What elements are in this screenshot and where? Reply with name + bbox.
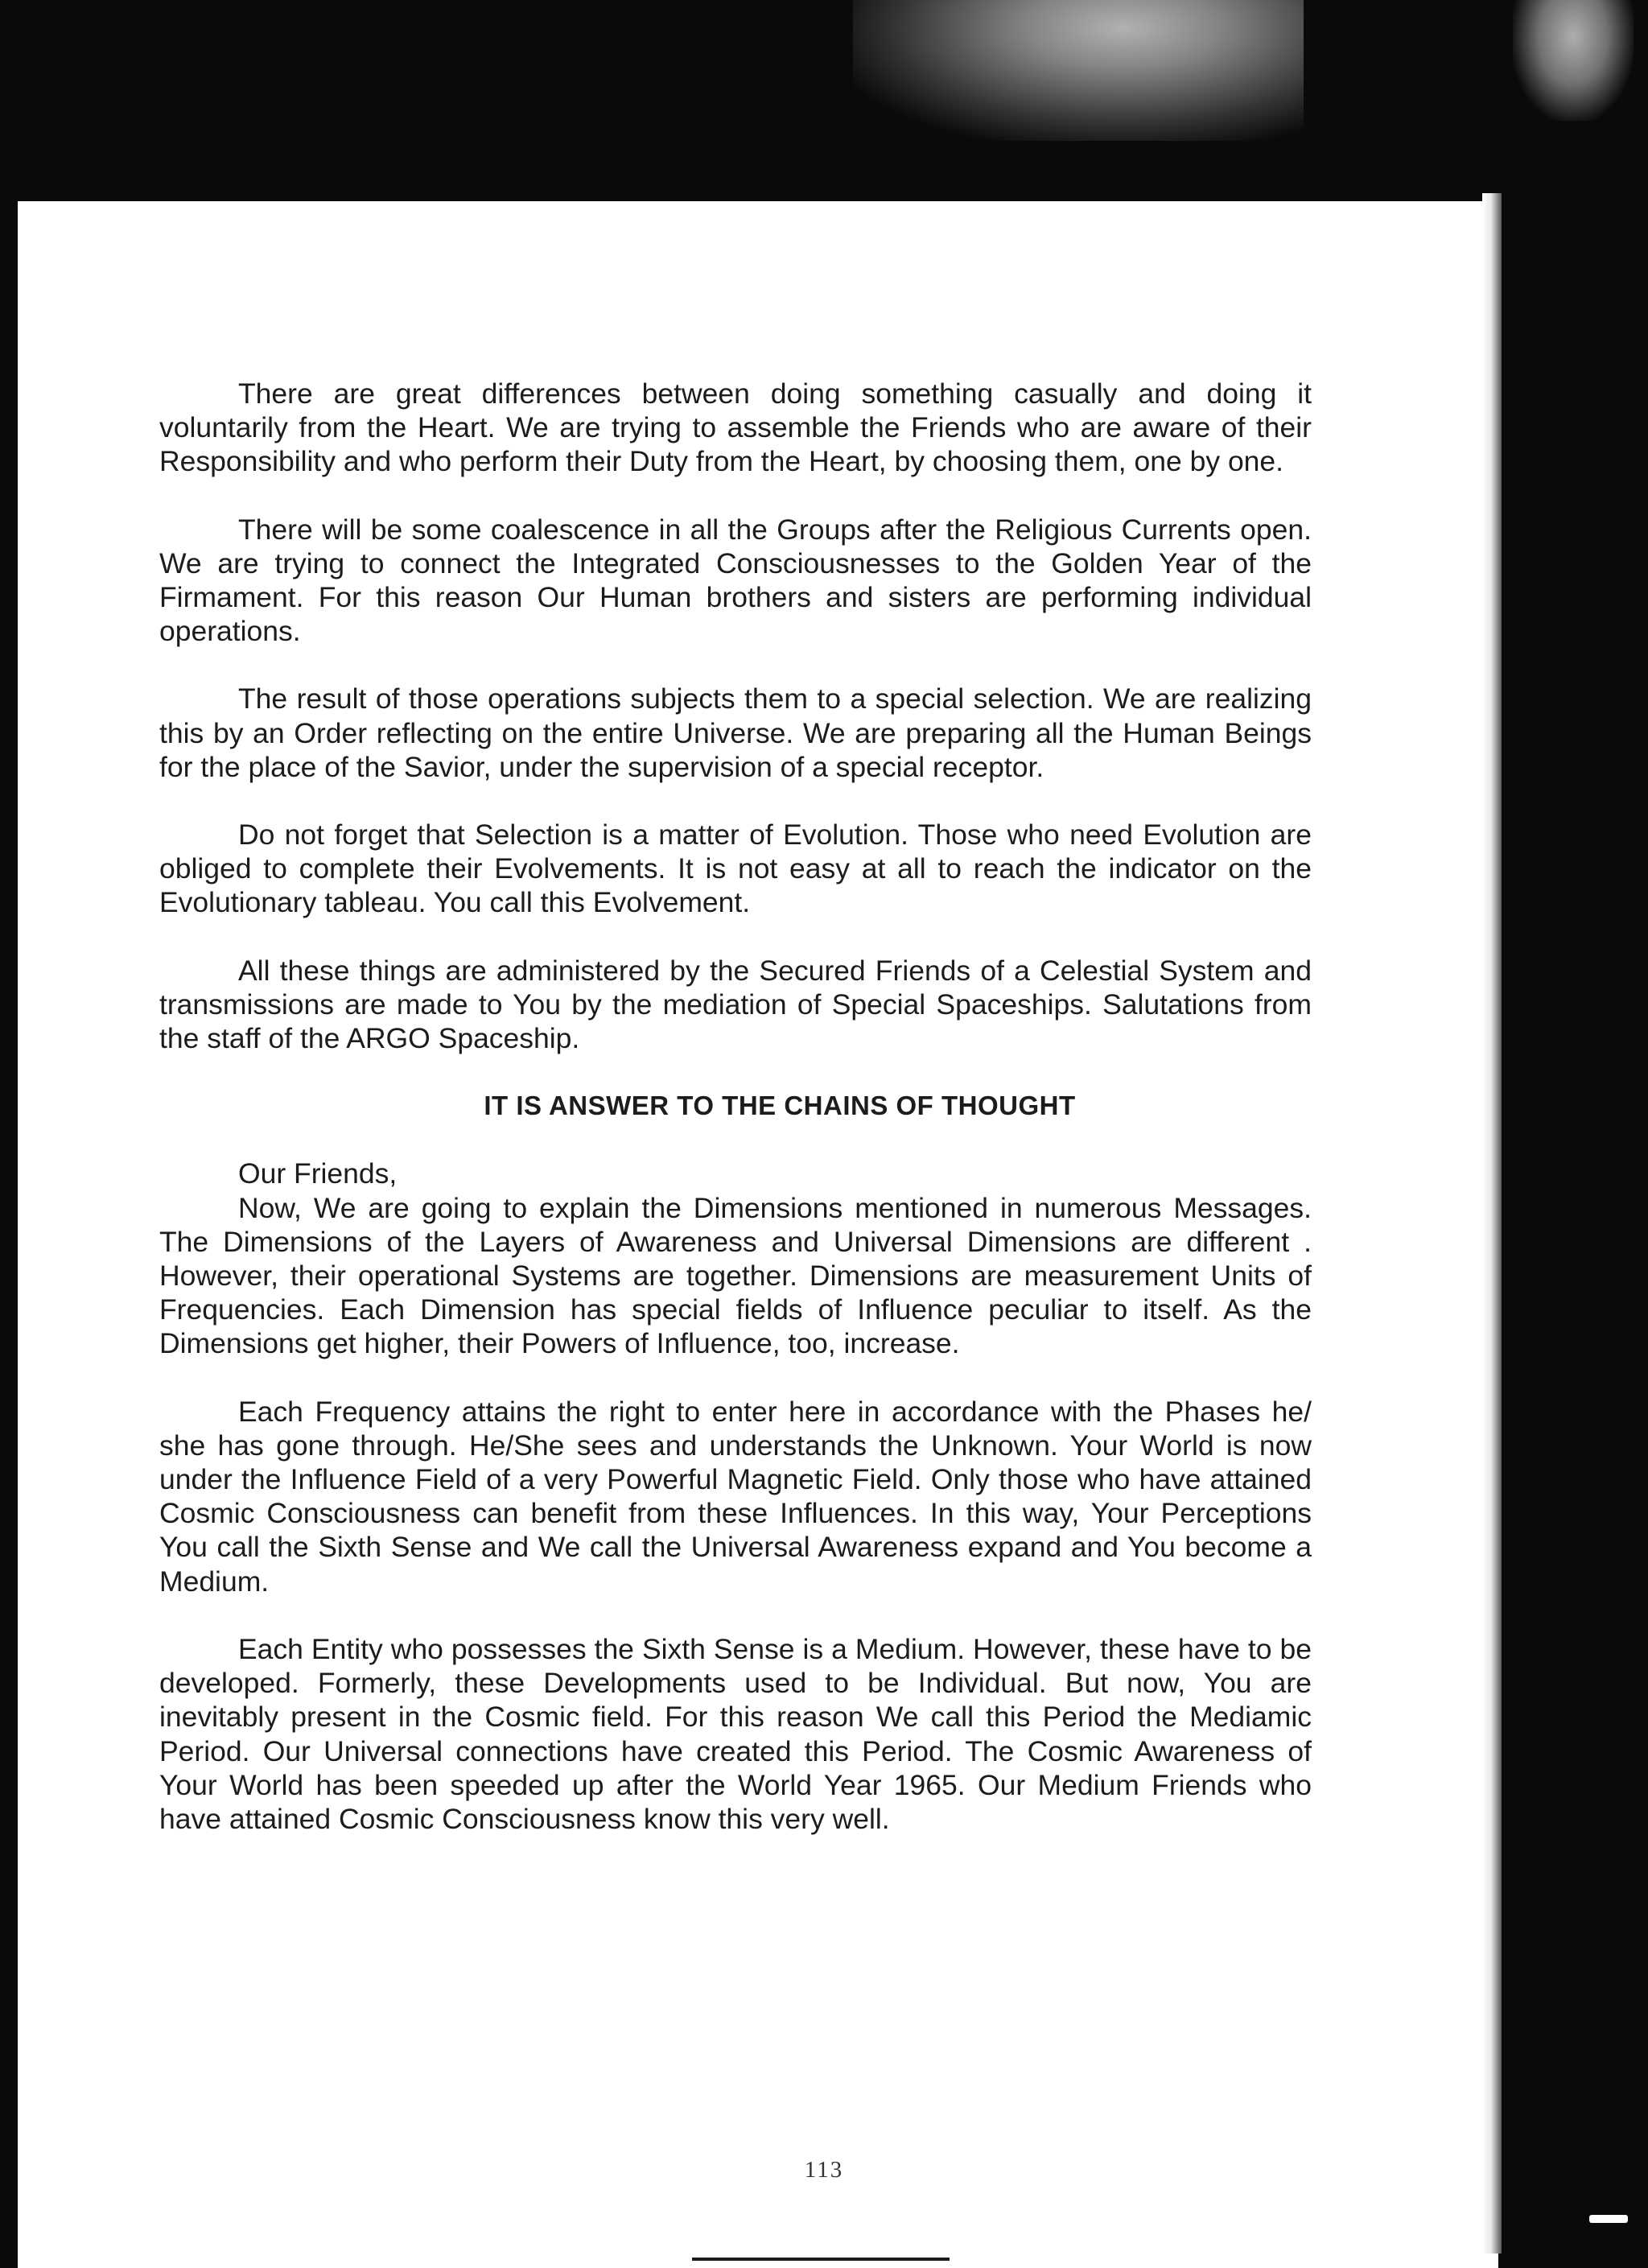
paragraph: Each Frequency attains the right to enter here in accordance with the Phases he/ she has gone through. He/She sees and understands the Unknown. Your World is now under the Influence Field of a very Powerful Magnetic Field. Only those who have attained Cosmic Consciousness can benefit from these Influences. In this way, Your Perceptions You call the Sixth Sense and We call the Universal Awareness expand and You become a Medium. — [159, 1395, 1312, 1598]
scan-bottom-line — [692, 2258, 950, 2261]
paragraph: All these things are administered by the Secured Friends of a Celestial System and transmissions are made to You by the mediation of Special Spaceships. Salutations from the staff of the ARGO Spaceship. — [159, 954, 1312, 1055]
scan-mark — [1589, 2215, 1628, 2223]
paragraph: The result of those operations subjects them to a special selection. We are realizing this by an Order reflecting on the entire Universe. We are preparing all the Human Beings for the place of the Savior, under the supervision of a special receptor. — [159, 682, 1312, 783]
section-heading: IT IS ANSWER TO THE CHAINS OF THOUGHT — [484, 1091, 1076, 1121]
scan-smudge — [1513, 0, 1634, 121]
scan-border-top — [0, 0, 1648, 201]
scan-border-left — [0, 0, 18, 2268]
paragraph: There are great differences between doing something casually and doing it voluntarily from the Heart. We are trying to assemble the Friends who are aware of their Responsibility and who perform their Duty from the Heart, by choosing them, one by one. — [159, 377, 1312, 478]
paragraph: There will be some coalescence in all the Groups after the Religious Currents open. We are trying to connect the Integrated Consciousnesses to the Golden Year of the Firmament. For this reason Our Human brothers and sisters are performing individual operations. — [159, 513, 1312, 648]
page-body — [159, 377, 1312, 1870]
paragraph: Now, We are going to explain the Dimensions mentioned in numerous Messages. The Dimensions of the Layers of Awareness and Universal Dimensions are different . However, their operational Systems are together. Dimensions are measurement Units of Frequencies. Each Dimension has special fields of Influence peculiar to itself. As the Dimensions get higher, their Powers of Influence, too, increase. — [159, 1191, 1312, 1360]
scan-border-right — [1498, 161, 1648, 2268]
paragraph: Each Entity who possesses the Sixth Sense is a Medium. However, these have to be developed. Formerly, these Developments used to be Individual. But now, You are inevitably present in the Cosmic field. For this reason We call this Period the Mediamic Period. Our Universal connections have created this Period. The Cosmic Awareness of Your World has been speeded up after the World Year 1965. Our Medium Friends who have attained Cosmic Consciousness know this very well. — [159, 1632, 1312, 1835]
page-edge-shadow — [1482, 193, 1502, 2254]
scan-smudge — [853, 0, 1304, 141]
page-number: 113 — [804, 2157, 844, 2183]
paragraph: Do not forget that Selection is a matter of Evolution. Those who need Evolution are obliged to complete their Evolvements. It is not easy at all to reach the indicator on the Evolutionary tableau. You call this Evolvement. — [159, 819, 1312, 919]
greeting: Our Friends, — [238, 1157, 398, 1190]
